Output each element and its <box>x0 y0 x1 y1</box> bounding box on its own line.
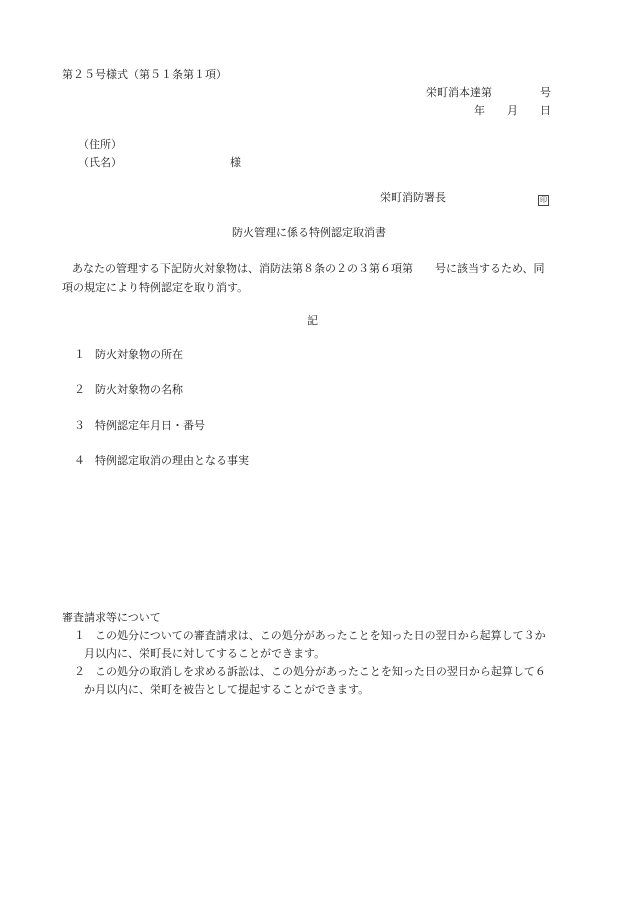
notice-item-2-number: ２ <box>74 665 85 678</box>
recipient-honorific: 様 <box>230 156 241 169</box>
item-3-number: ３ <box>74 419 85 432</box>
date-year: 年 <box>474 104 485 117</box>
seal-mark <box>538 192 549 206</box>
body-line-1: あなたの管理する下記防火対象物は、消防法第８条の２の３第６項第 号に該当するため、同 <box>72 262 545 275</box>
item-1-number: １ <box>74 348 85 361</box>
date-day: 日 <box>540 104 551 117</box>
notice-item-2-line-1: この処分の取消しを求める訴訟は、この処分があったことを知った日の翌日から起算して６ <box>95 665 546 678</box>
recipient-name-label: （氏名） <box>78 156 122 169</box>
item-2-text: 防火対象物の名称 <box>95 383 183 396</box>
body-line-2: 項の規定により特例認定を取り消す。 <box>62 281 249 294</box>
notice-item-1-number: １ <box>74 629 85 642</box>
item-3-text: 特例認定年月日・番号 <box>95 419 205 432</box>
seal-icon: 印 <box>540 196 547 204</box>
ki-marker: 記 <box>307 314 318 327</box>
form-number: 第２５号様式（第５１条第１項） <box>62 68 227 81</box>
sender-title: 栄町消防署長 <box>380 191 446 204</box>
item-1-text: 防火対象物の所在 <box>95 348 183 361</box>
item-4-number: ４ <box>74 454 85 467</box>
document-number-suffix: 号 <box>540 86 551 99</box>
date-month: 月 <box>507 104 518 117</box>
notice-item-1-line-2: 月以内に、栄町長に対してすることができます。 <box>84 647 326 660</box>
notice-item-1-line-1: この処分についての審査請求は、この処分があったことを知った日の翌日から起算して３か <box>95 629 546 642</box>
item-4-text: 特例認定取消の理由となる事実 <box>95 454 249 467</box>
notice-item-2-line-2: か月以内に、栄町を被告として提起することができます。 <box>84 683 370 696</box>
document-title: 防火管理に係る特例認定取消書 <box>232 226 386 239</box>
document-number-prefix: 栄町消本達第 <box>426 86 492 99</box>
notice-heading: 審査請求等について <box>62 611 161 624</box>
item-2-number: ２ <box>74 383 85 396</box>
recipient-address-label: （住所） <box>78 138 122 151</box>
